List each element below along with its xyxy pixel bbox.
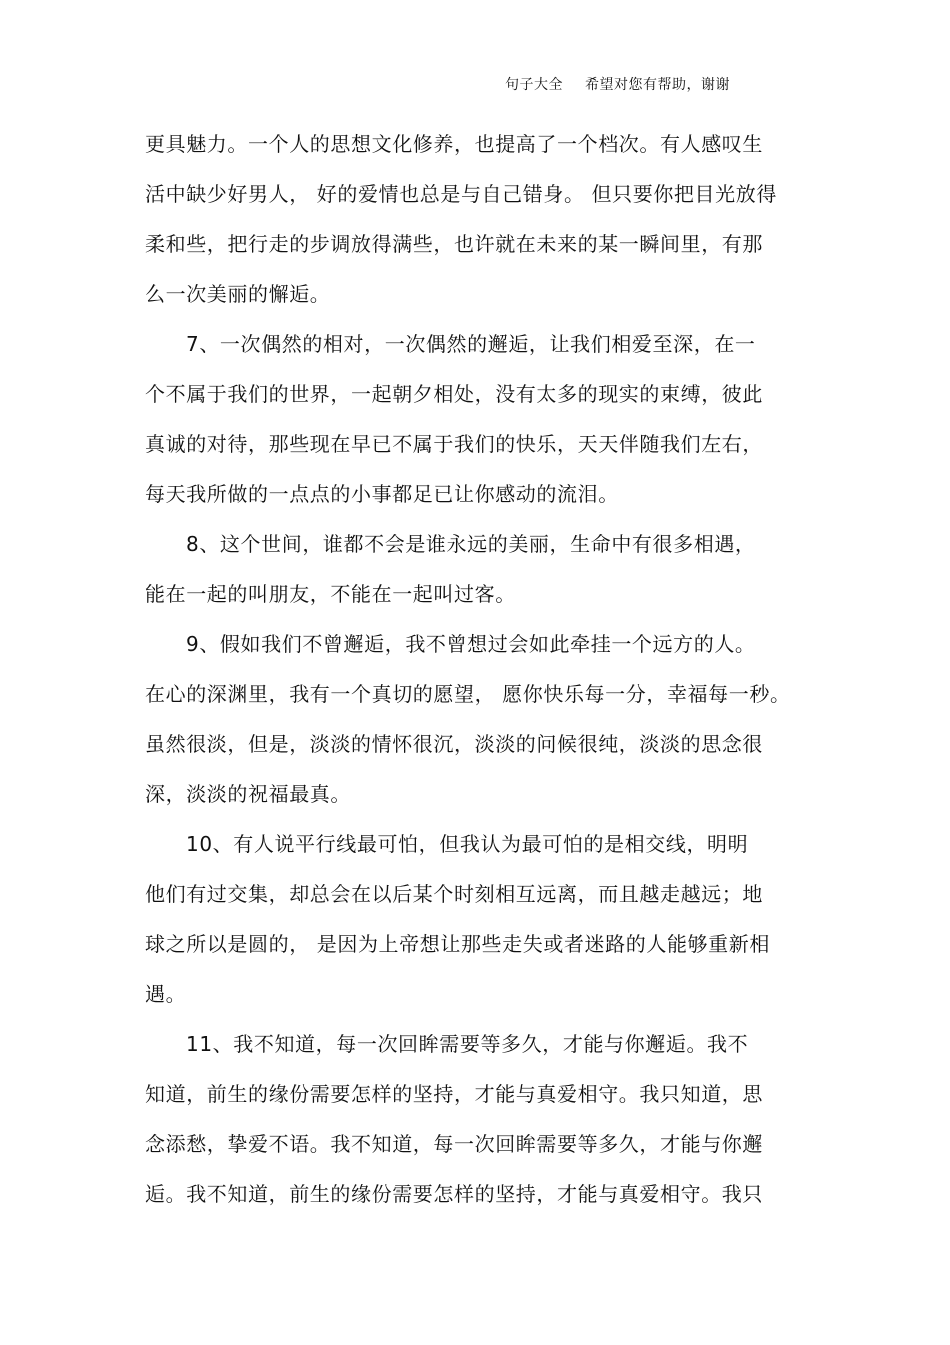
- text-line: 9、假如我们不曾邂逅，我不曾想过会如此牵挂一个远方的人。: [186, 632, 756, 656]
- text-line: 10、有人说平行线最可怕，但我认为最可怕的是相交线，明明: [186, 832, 749, 856]
- header-note: 希望对您有帮助，谢谢: [585, 77, 730, 93]
- text-line: 遇。: [145, 982, 187, 1006]
- text-line: 知道，前生的缘份需要怎样的坚持，才能与真爱相守。我只知道，思: [145, 1082, 763, 1106]
- text-line: 念添愁，挚爱不语。我不知道，每一次回眸需要等多久，才能与你邂: [145, 1132, 763, 1156]
- text-line: 每天我所做的一点点的小事都足已让你感动的流泪。: [145, 482, 619, 506]
- text-line: 能在一起的叫朋友，不能在一起叫过客。: [145, 582, 516, 606]
- text-line: 更具魅力。一个人的思想文化修养，也提高了一个档次。有人感叹生: [145, 132, 763, 156]
- text-line: 11、我不知道，每一次回眸需要等多久，才能与你邂逅。我不: [186, 1032, 749, 1056]
- text-line: 在心的深渊里，我有一个真切的愿望， 愿你快乐每一分，幸福每一秒。: [145, 682, 791, 706]
- text-line: 真诚的对待，那些现在早已不属于我们的快乐，天天伴随我们左右，: [145, 432, 763, 456]
- text-line: 球之所以是圆的， 是因为上帝想让那些走失或者迷路的人能够重新相: [145, 932, 770, 956]
- text-line: 么一次美丽的懈逅。: [145, 282, 331, 306]
- text-line: 活中缺少好男人， 好的爱情也总是与自己错身。 但只要你把目光放得: [145, 182, 777, 206]
- text-line: 8、这个世间，谁都不会是谁永远的美丽，生命中有很多相遇，: [186, 532, 756, 556]
- text-line: 虽然很淡，但是，淡淡的情怀很沉，淡淡的问候很纯，淡淡的思念很: [145, 732, 763, 756]
- text-line: 柔和些，把行走的步调放得满些，也许就在未来的某一瞬间里，有那: [145, 232, 763, 256]
- text-line: 逅。我不知道，前生的缘份需要怎样的坚持，才能与真爱相守。我只: [145, 1182, 763, 1206]
- text-line: 7、一次偶然的相对，一次偶然的邂逅，让我们相爱至深，在一: [186, 332, 756, 356]
- header-site: 句子大全: [505, 77, 563, 93]
- text-line: 他们有过交集，却总会在以后某个时刻相互远离，而且越走越远；地: [145, 882, 763, 906]
- page-header: [505, 74, 730, 94]
- text-line: 深，淡淡的祝福最真。: [145, 782, 351, 806]
- text-line: 个不属于我们的世界，一起朝夕相处，没有太多的现实的束缚，彼此: [145, 382, 763, 406]
